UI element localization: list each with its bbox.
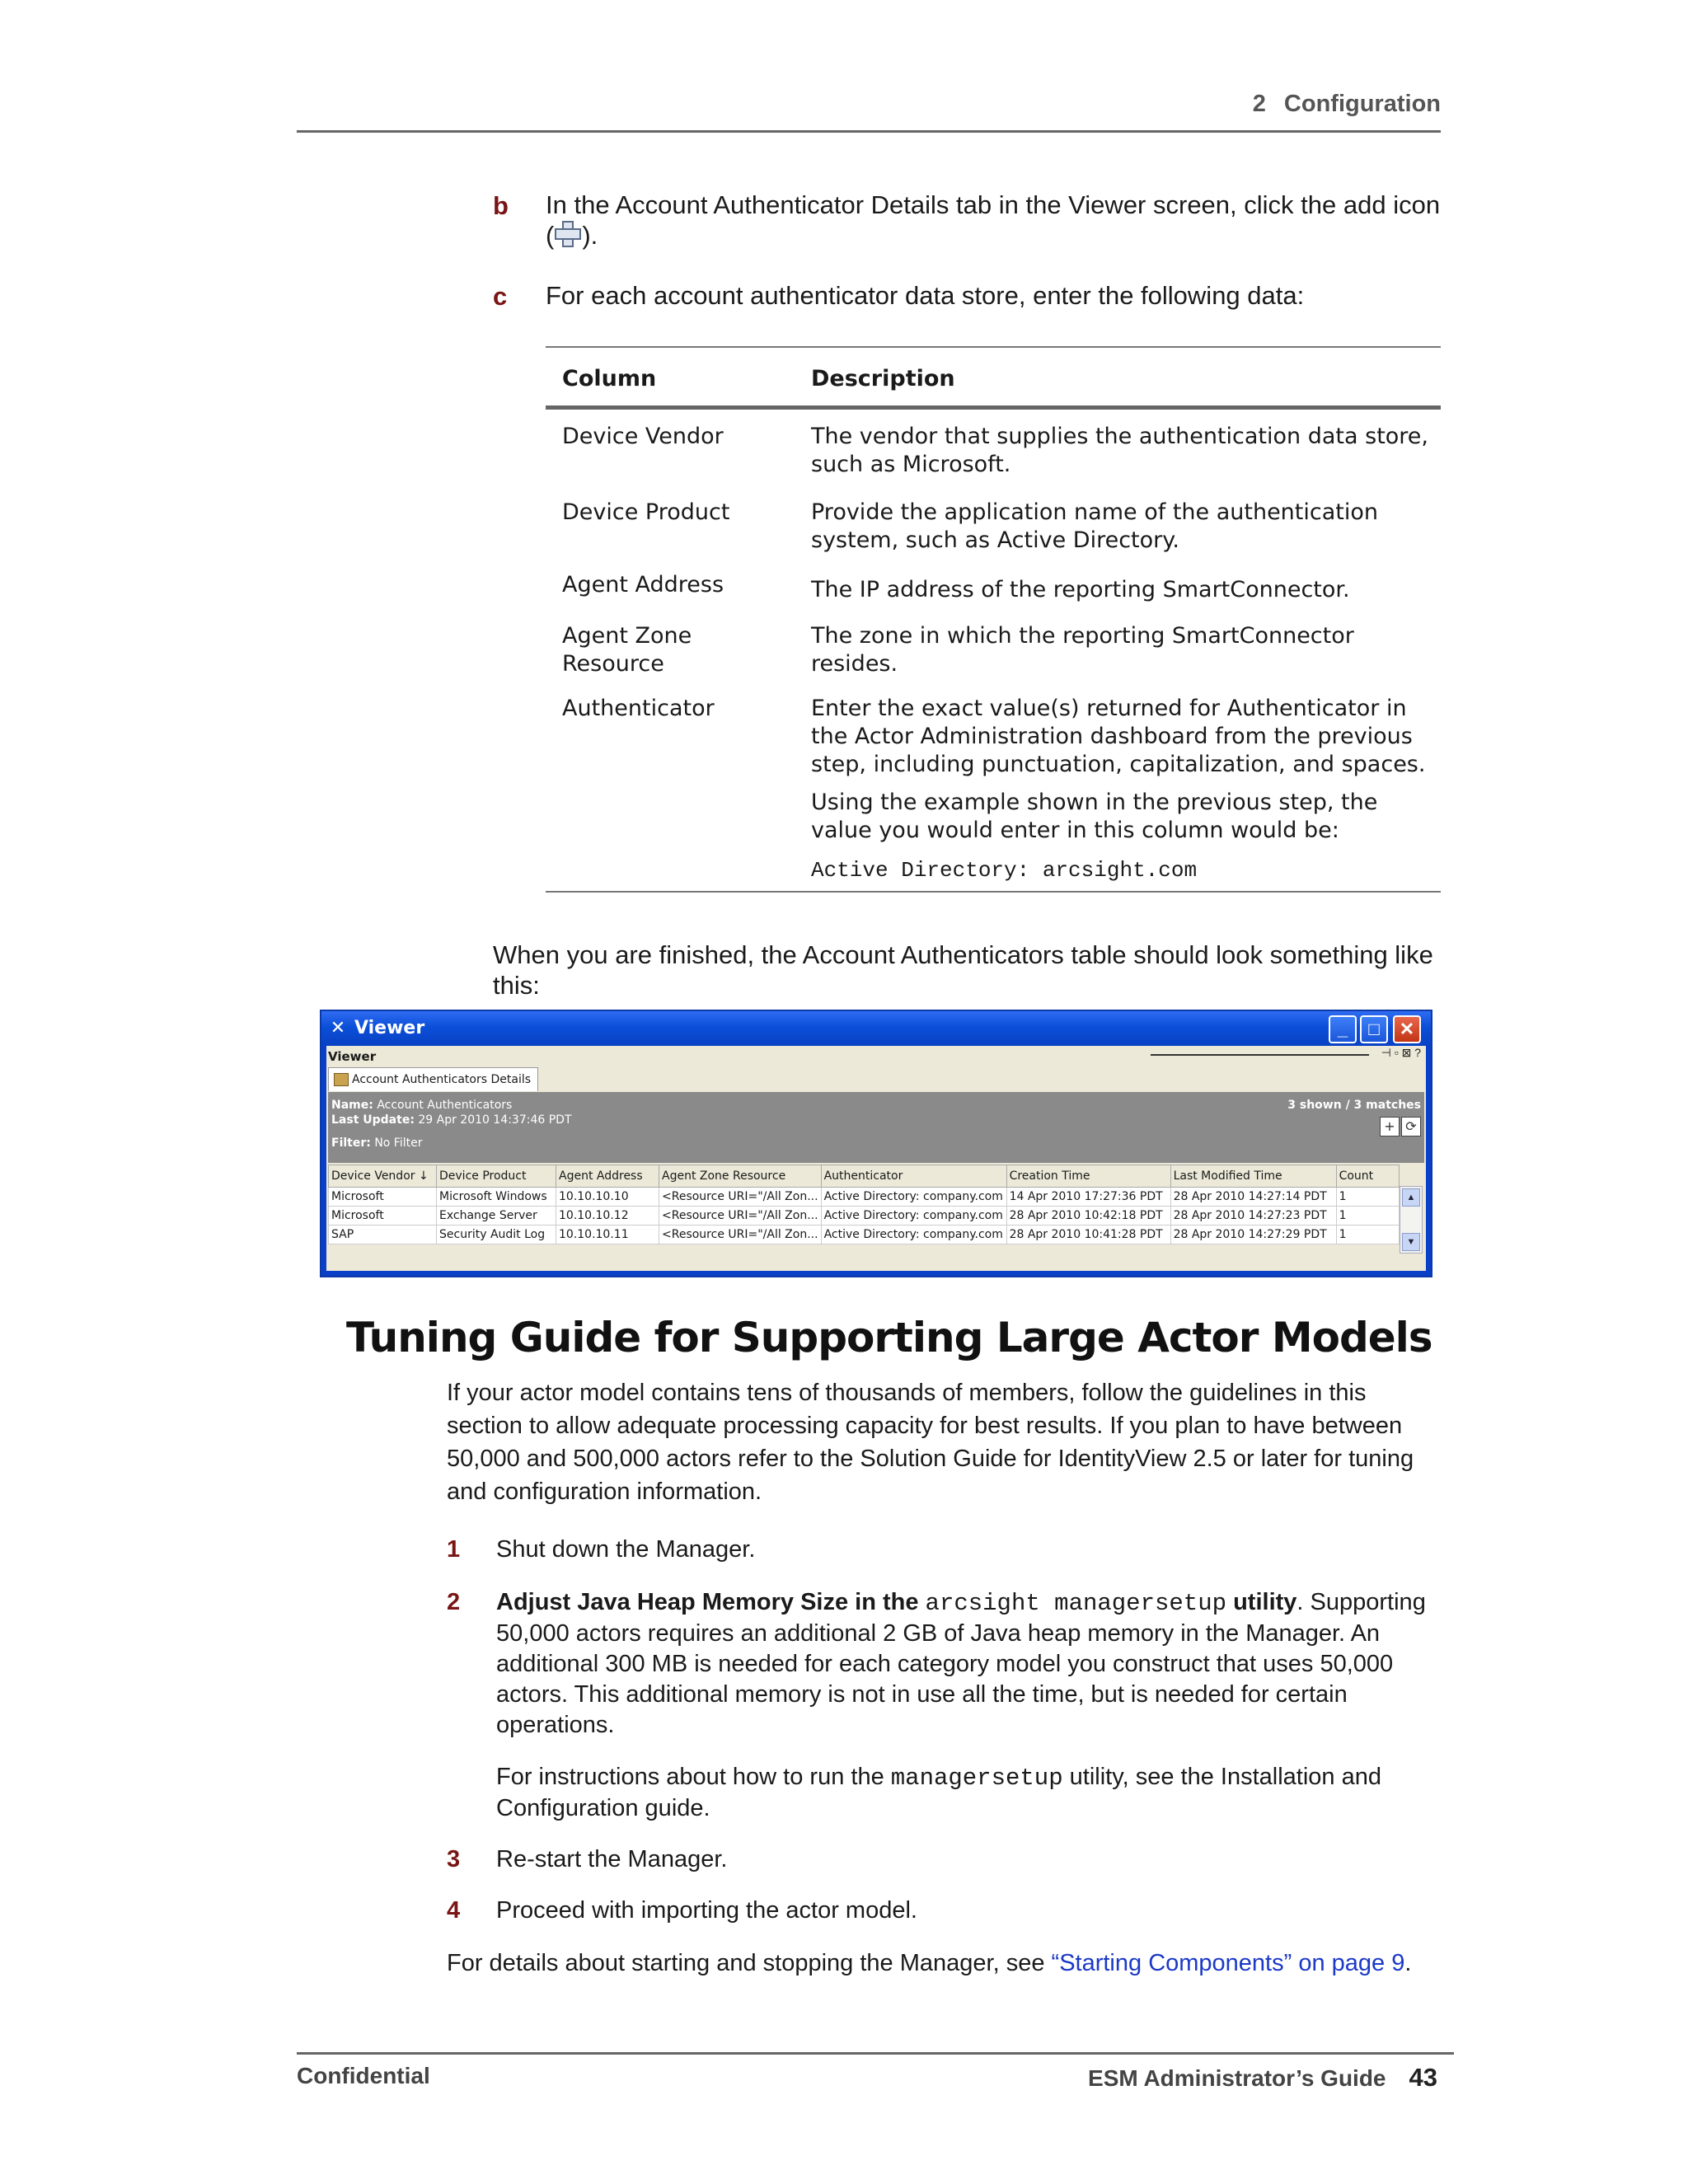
viewer-title-bar: ✕ Viewer _ □ ✕: [321, 1011, 1431, 1046]
column-header[interactable]: Agent Address: [556, 1165, 659, 1188]
step-b-text: In the Account Authenticator Details tab in the Viewer screen, click the add icon ( ).: [546, 190, 1444, 255]
after-table-text: When you are finished, the Account Authenticators table should look something like this:: [493, 940, 1433, 1000]
page-header: [297, 91, 1441, 133]
table-row[interactable]: Microsoft Exchange Server 10.10.10.12 <Resource URI="/All Zon... Active Directory: company.com 28 Apr 2010 10:42:18 PDT 28 Apr 2010 14:27:23 PDT 1: [329, 1207, 1400, 1226]
minimize-button[interactable]: _: [1329, 1015, 1357, 1043]
page-number: 43: [1409, 2063, 1437, 2092]
step-letter-c: c: [493, 282, 508, 311]
scroll-down-icon[interactable]: ▼: [1402, 1233, 1420, 1251]
section-title: Tuning Guide for Supporting Large Actor Models: [346, 1314, 1432, 1361]
authenticators-table: [328, 1165, 1400, 1244]
table-row[interactable]: Microsoft Microsoft Windows 10.10.10.10 <Resource URI="/All Zon... Active Directory: company.com 14 Apr 2010 17:27:36 PDT 28 Apr 2010 14:27:14 PDT 1: [329, 1188, 1400, 1207]
table-row: Device Product Provide the application name of the authentication system, such as Active Directory.: [562, 499, 1378, 553]
code-example: Active Directory: arcsight.com: [811, 858, 1198, 883]
vertical-scrollbar[interactable]: [1400, 1186, 1423, 1254]
table-row: Agent Zone Resource The zone in which the reporting SmartConnector resides.: [562, 623, 1354, 677]
table-header-row: [546, 348, 1441, 410]
match-count: 3 shown / 3 matches: [1287, 1099, 1421, 1112]
column-header[interactable]: Device Vendor ↓: [329, 1165, 437, 1188]
confidential-label: Confidential: [297, 2063, 430, 2088]
resource-info-bar: Name: Account Authenticators Last Update: 29 Apr 2010 14:37:46 PDT Filter: No Filter 3 shown / 3 matches + ⟳: [328, 1092, 1424, 1163]
maximize-button[interactable]: □: [1360, 1015, 1388, 1043]
column-header[interactable]: Creation Time: [1006, 1165, 1170, 1188]
column-header[interactable]: Authenticator: [821, 1165, 1006, 1188]
viewer-panel-controls[interactable]: ⊣ ▫ ⊠ ?: [1381, 1046, 1421, 1059]
divider: [1151, 1054, 1369, 1056]
section-intro: If your actor model contains tens of thousands of members, follow the guidelines in this section to allow adequate processing capacity for best results. If you plan to have between 50,000 and 500,000 actors refer to the Solution Guide for IdentityView 2.5 or later for tuning and configuration information.: [447, 1380, 1414, 1505]
add-icon[interactable]: +: [1380, 1117, 1400, 1137]
table-row: Authenticator Enter the exact value(s) returned for Authenticator in the Actor Administration dashboard from the previous step, including punctuation, capitalization, and spaces. Using the example shown in the previous step, the value you would enter in this column would be: Active Directory: arcsight.com: [546, 695, 1441, 891]
table-row[interactable]: SAP Security Audit Log 10.10.10.11 <Resource URI="/All Zon... Active Directory: company.com 28 Apr 2010 10:41:28 PDT 28 Apr 2010 14:27:29 PDT 1: [329, 1226, 1400, 1244]
table-header-row: [329, 1165, 1400, 1188]
column-definition-table: [546, 346, 1441, 893]
refresh-icon[interactable]: ⟳: [1401, 1117, 1421, 1137]
add-icon: [554, 220, 582, 255]
column-header[interactable]: Device Product: [437, 1165, 556, 1188]
guide-title: ESM Administrator’s Guide 43: [1088, 2063, 1437, 2092]
viewer-app-icon: ✕: [330, 1017, 346, 1038]
close-button[interactable]: ✕: [1393, 1015, 1421, 1043]
description-header: Description: [811, 366, 955, 391]
scroll-up-icon[interactable]: ▲: [1402, 1188, 1420, 1207]
step-letter-b: b: [493, 191, 509, 220]
column-header[interactable]: Last Modified Time: [1170, 1165, 1336, 1188]
tab-account-authenticators-details[interactable]: Account Authenticators Details: [328, 1067, 538, 1091]
column-header[interactable]: Count: [1336, 1165, 1399, 1188]
table-row: Agent Address The IP address of the reporting SmartConnector.: [562, 572, 1350, 602]
chapter-title: 2 Configuration: [1252, 91, 1441, 117]
viewer-window: [320, 1010, 1432, 1277]
column-header: Column: [562, 366, 657, 391]
resource-icon: [334, 1073, 349, 1086]
column-header[interactable]: Agent Zone Resource: [659, 1165, 822, 1188]
page-footer: [297, 2052, 1454, 2096]
viewer-menu-label: Viewer: [328, 1049, 377, 1064]
starting-components-link[interactable]: “Starting Components” on page 9: [1051, 1950, 1405, 1976]
step-c-text: For each account authenticator data store, enter the following data:: [546, 281, 1305, 310]
viewer-body: [326, 1046, 1426, 1271]
table-row: Device Vendor The vendor that supplies the authentication data store, such as Microsoft.: [562, 424, 1428, 477]
sort-arrow-icon: ↓: [418, 1169, 429, 1183]
